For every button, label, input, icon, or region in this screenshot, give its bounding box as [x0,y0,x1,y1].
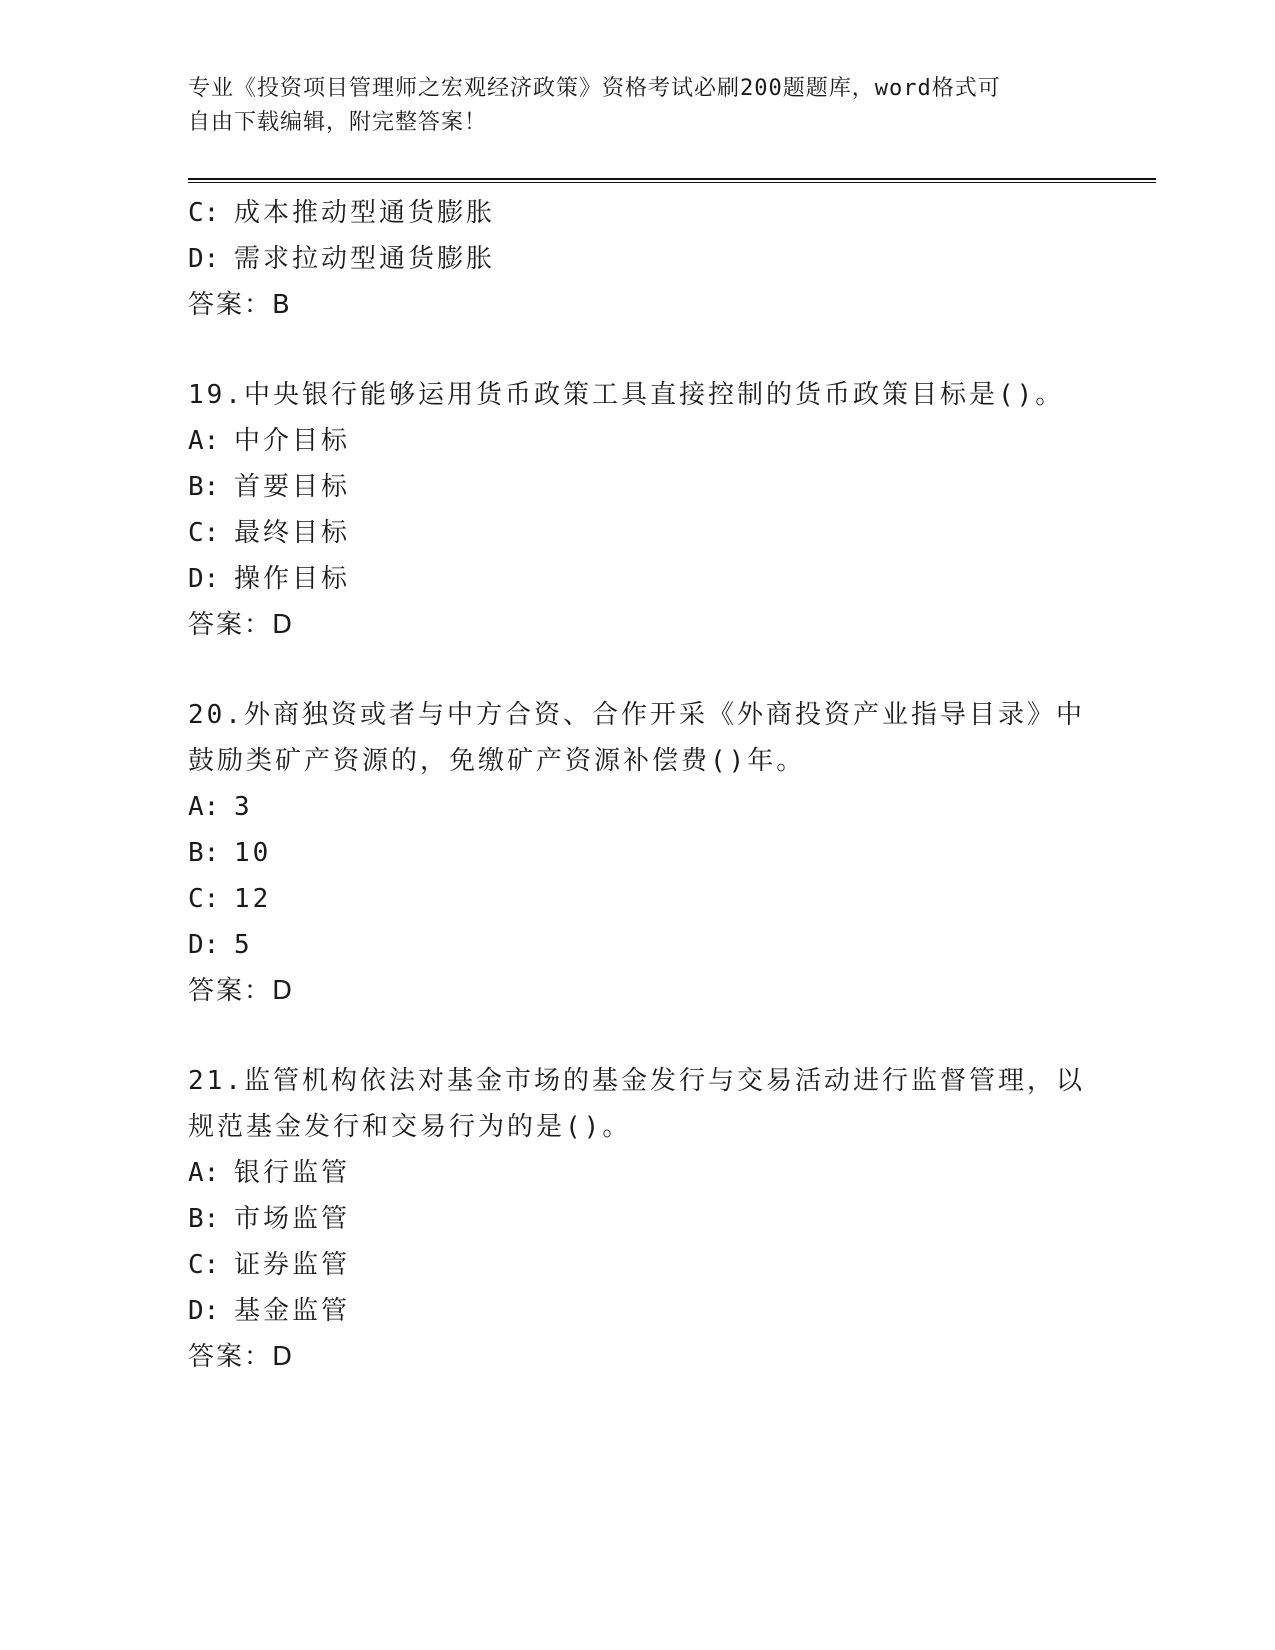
answer-line [188,602,1088,648]
option-text: 市场监管 [234,1204,351,1234]
answer-line [188,1334,1088,1380]
question-line: 鼓励类矿产资源的，免缴矿产资源补偿费()年。 [188,746,806,776]
answer-value: D [272,1342,293,1372]
answer-line [188,968,1088,1014]
question-line: 20.外商独资或者与中方合资、合作开采《外商投资产业指导目录》中 [188,700,1085,730]
option-text: 3 [234,792,253,822]
option-text: 12 [234,884,272,914]
option-b [188,1196,1088,1242]
option-label: C: [188,518,220,548]
option-label: D: [188,1296,220,1326]
option-label: D: [188,564,220,594]
answer-key: 答案： [188,610,273,640]
option-text: 10 [234,838,272,868]
answer-value: D [272,976,293,1006]
question-line: 规范基金发行和交易行为的是()。 [188,1112,632,1142]
question-text [188,1058,1088,1150]
option-c [188,876,1088,922]
option-text: 成本推动型通货膨胀 [234,198,496,228]
question-list [188,190,1088,1380]
question-block [188,372,1088,648]
option-d [188,1288,1088,1334]
option-b [188,830,1088,876]
answer-key: 答案： [188,1342,273,1372]
option-c [188,510,1088,556]
option-text: 中介目标 [234,426,351,456]
document-header [188,72,1068,140]
option-label: D: [188,244,220,274]
option-b [188,464,1088,510]
question-text [188,692,1088,784]
question-block [188,1058,1088,1380]
prev-question-block [188,190,1088,328]
option-label: C: [188,1250,220,1280]
option-c [188,1242,1088,1288]
option-label: B: [188,1204,220,1234]
option-text: 需求拉动型通货膨胀 [234,244,496,274]
option-text: 基金监管 [234,1296,351,1326]
option-a [188,1150,1088,1196]
header-line-2: 自由下载编辑，附完整答案！ [188,110,488,135]
question-text [188,372,1088,418]
option-c [188,190,1088,236]
option-text: 最终目标 [234,518,351,548]
option-a [188,784,1088,830]
option-label: C: [188,884,220,914]
question-line: 21.监管机构依法对基金市场的基金发行与交易活动进行监督管理，以 [188,1066,1085,1096]
option-text: 证券监管 [234,1250,351,1280]
question-line: 19.中央银行能够运用货币政策工具直接控制的货币政策目标是()。 [188,380,1065,410]
option-text: 银行监管 [234,1158,351,1188]
answer-value: B [272,290,290,320]
header-line-1: 专业《投资项目管理师之宏观经济政策》资格考试必刷200题题库，word格式可 [188,76,1001,101]
option-label: B: [188,472,220,502]
option-text: 首要目标 [234,472,351,502]
option-label: A: [188,1158,220,1188]
option-d [188,556,1088,602]
option-label: C: [188,198,220,228]
option-text: 5 [234,930,253,960]
option-label: A: [188,426,220,456]
option-d [188,922,1088,968]
option-d [188,236,1088,282]
option-label: B: [188,838,220,868]
option-label: A: [188,792,220,822]
question-block [188,692,1088,1014]
answer-key: 答案： [188,976,273,1006]
answer-line [188,282,1088,328]
option-a [188,418,1088,464]
option-label: D: [188,930,220,960]
answer-key: 答案： [188,290,273,320]
answer-value: D [272,610,293,640]
option-text: 操作目标 [234,564,351,594]
header-divider [188,178,1156,183]
